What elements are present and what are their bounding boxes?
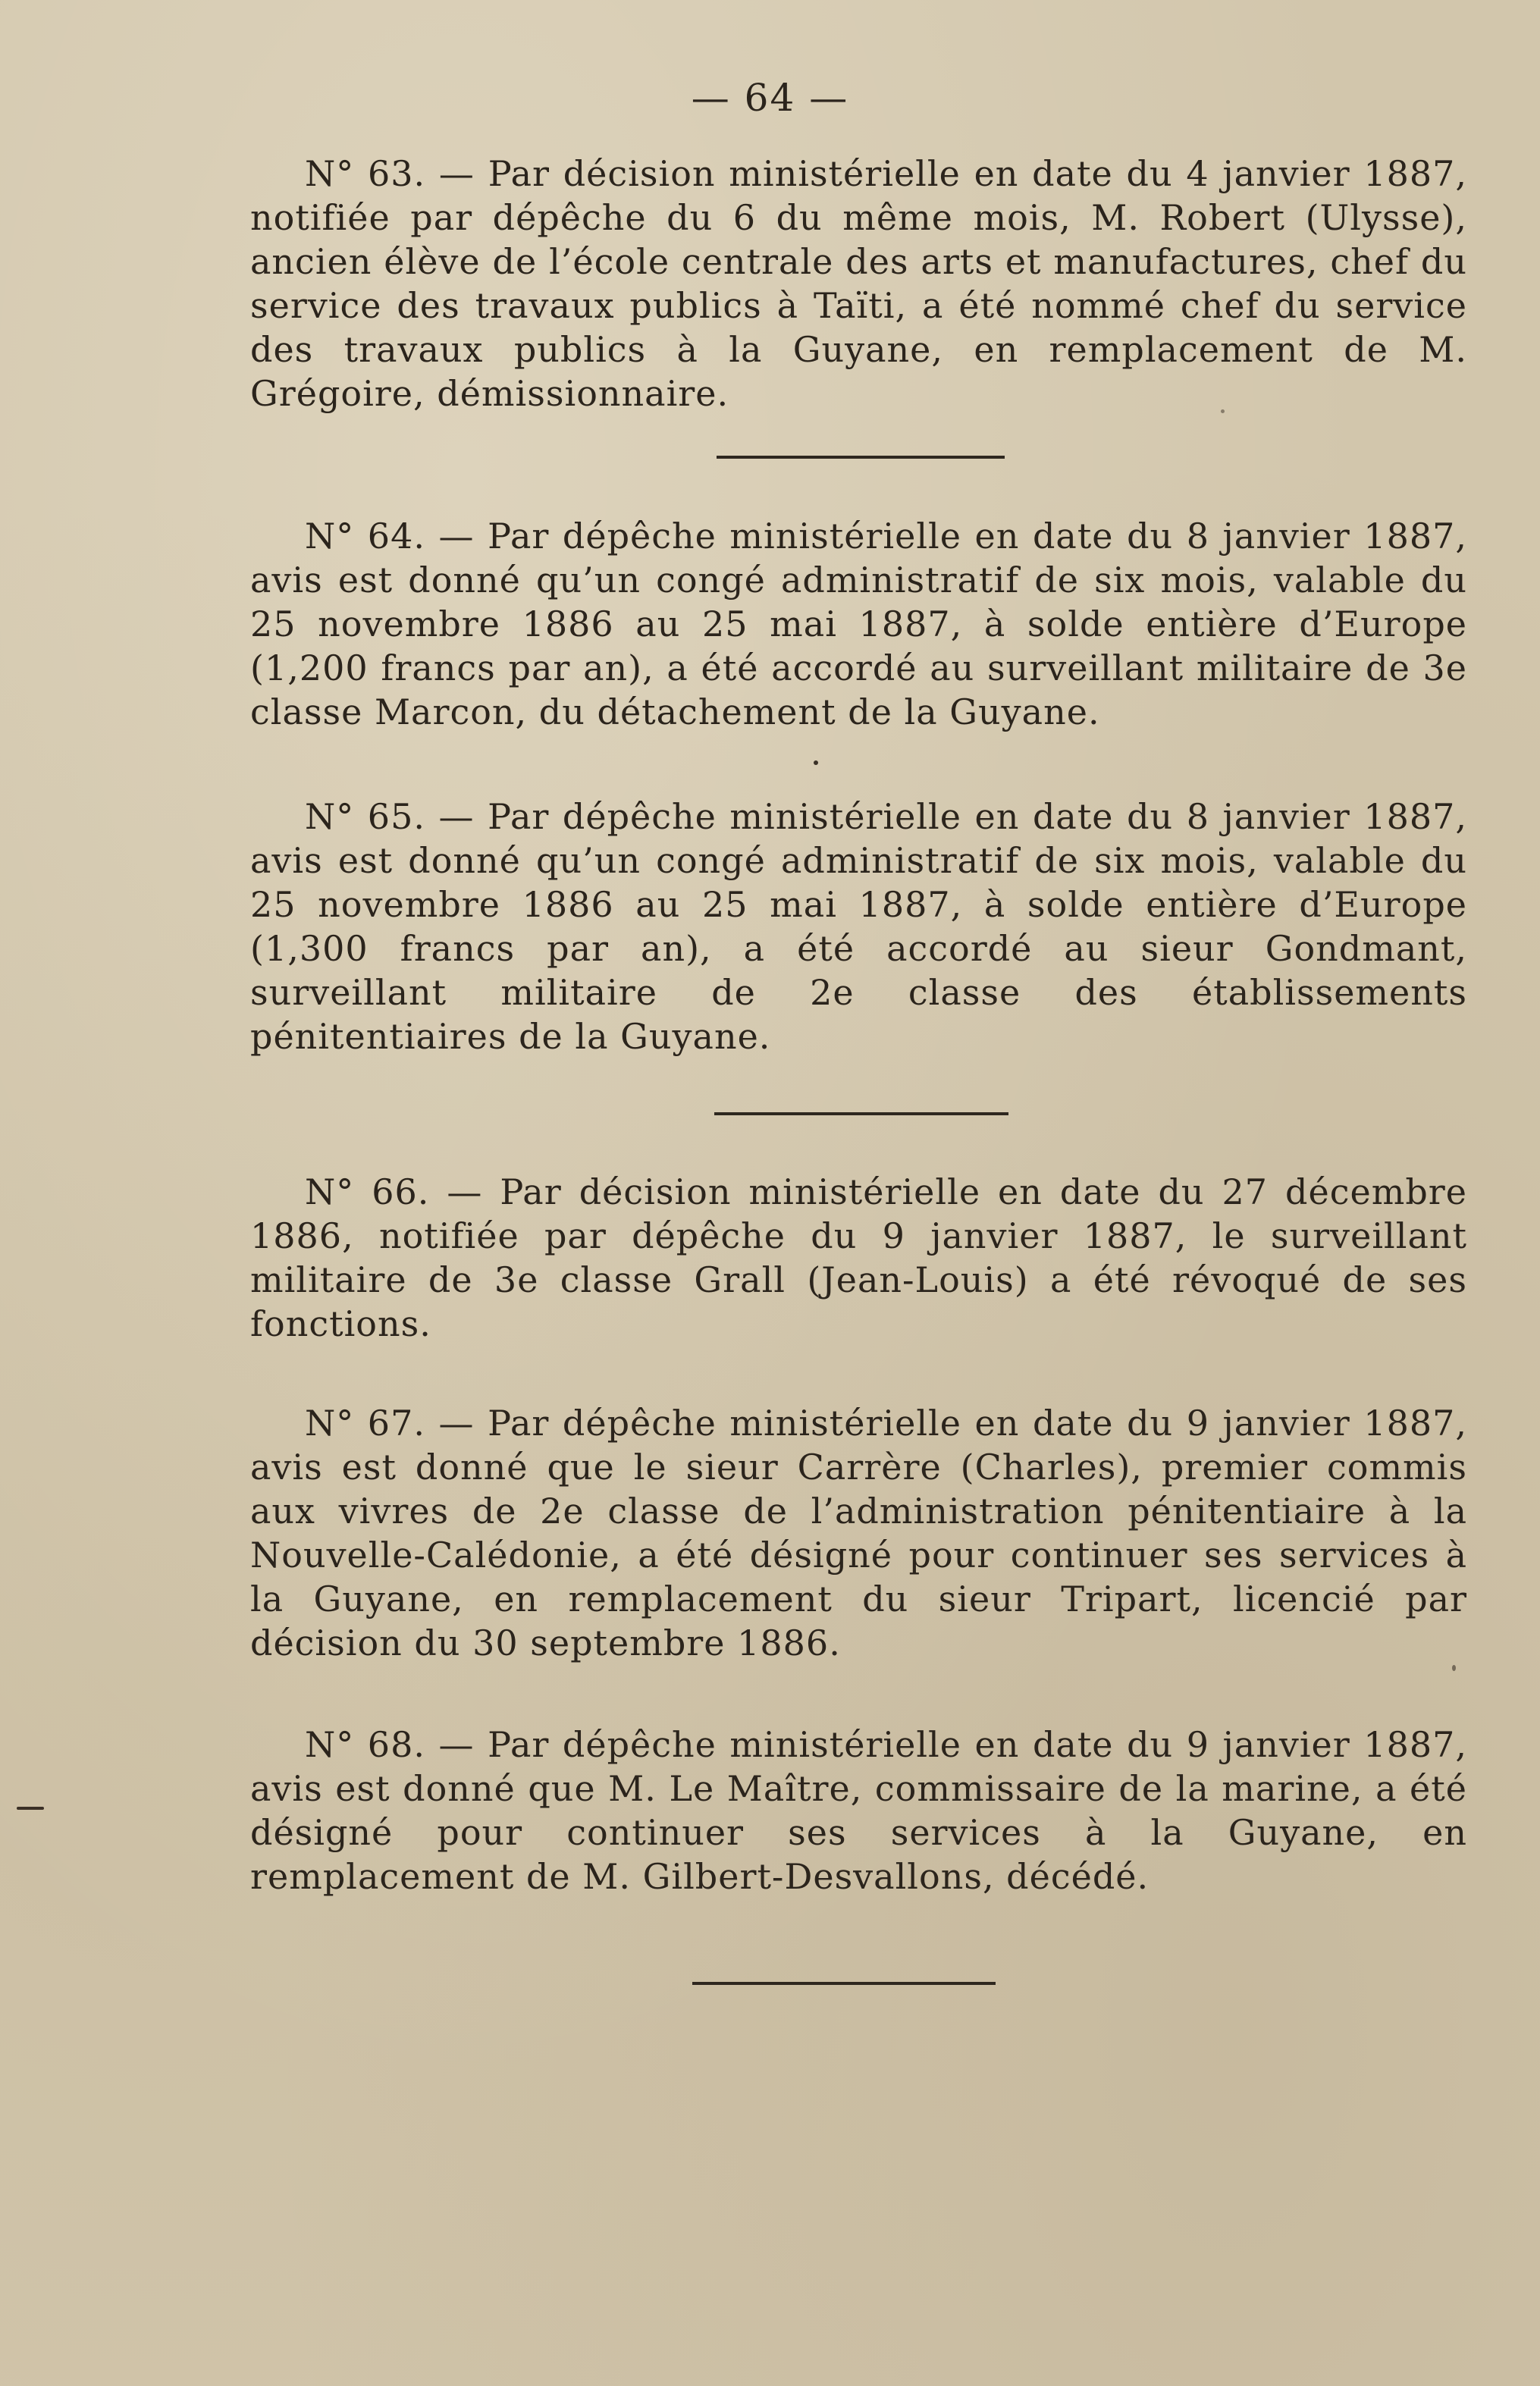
entry-68 — [250, 1723, 1467, 1898]
entry-68-text: Par dépêche ministérielle en date du 9 janvier 1887, avis est donné que M. Le Maître, commissaire de la marine, a été désigné pour continuer ses services à la Guyane, en remplacement de M. Gilbert-Desvallons, décédé. — [250, 1724, 1467, 1897]
section-divider — [717, 456, 1005, 459]
ink-speck — [1452, 1665, 1456, 1671]
ink-speck — [17, 1807, 44, 1810]
entry-64-text: Par dépêche ministérielle en date du 8 janvier 1887, avis est donné qu’un congé administratif de six mois, valable du 25 novembre 1886 au 25 mai 1887, à solde entière d’Europe (1,200 francs par an), a été accordé au surveillant militaire de 3e classe Marcon, du détachement de la Guyane. — [250, 516, 1467, 732]
entry-66-text: Par décision ministérielle en date du 27 décembre 1886, notifiée par dépêche du 9 janvier 1887, le surveillant militaire de 3e classe Grall (Jean-Louis) a été révoqué de ses fonctions. — [250, 1171, 1467, 1344]
entry-63 — [250, 152, 1467, 415]
entry-67-text: Par dépêche ministérielle en date du 9 janvier 1887, avis est donné que le sieur Carrère (Charles), premier commis aux vivres de 2e classe de l’administration pénitentiaire à la Nouvelle-Calédonie, a été désigné pour continuer ses services à la Guyane, en remplacement du sieur Tripart, licencié par décision du 30 septembre 1886. — [250, 1403, 1467, 1663]
entry-65 — [250, 795, 1467, 1058]
page-number: — 64 — — [691, 76, 849, 120]
entry-66-label: N° 66. — — [305, 1171, 483, 1212]
entry-64 — [250, 514, 1467, 734]
section-divider — [714, 1112, 1008, 1115]
entry-67-label: N° 67. — — [305, 1403, 475, 1444]
entry-66 — [250, 1170, 1467, 1346]
ink-speck — [1221, 409, 1225, 413]
entry-63-label: N° 63. — — [305, 153, 475, 194]
entry-68-label: N° 68. — — [305, 1724, 475, 1765]
entry-65-text: Par dépêche ministérielle en date du 8 janvier 1887, avis est donné qu’un congé administratif de six mois, valable du 25 novembre 1886 au 25 mai 1887, à solde entière d’Europe (1,300 francs par an), a été accordé au sieur Gondmant, surveillant militaire de 2e classe des établissements pénitentiaires de la Guyane. — [250, 796, 1467, 1057]
entry-63-text: Par décision ministérielle en date du 4 janvier 1887, notifiée par dépêche du 6 du même mois, M. Robert (Ulysse), ancien élève de l’école centrale des arts et manufactures, chef du service des travaux publics à Taïti, a été nommé chef du service des travaux publics à la Guyane, en remplacement de M. Grégoire, démissionnaire. — [250, 153, 1468, 414]
ink-speck — [814, 760, 818, 765]
entry-67 — [250, 1401, 1467, 1665]
section-divider — [692, 1982, 996, 1985]
entry-64-label: N° 64. — — [305, 516, 475, 557]
entry-65-label: N° 65. — — [305, 796, 475, 837]
